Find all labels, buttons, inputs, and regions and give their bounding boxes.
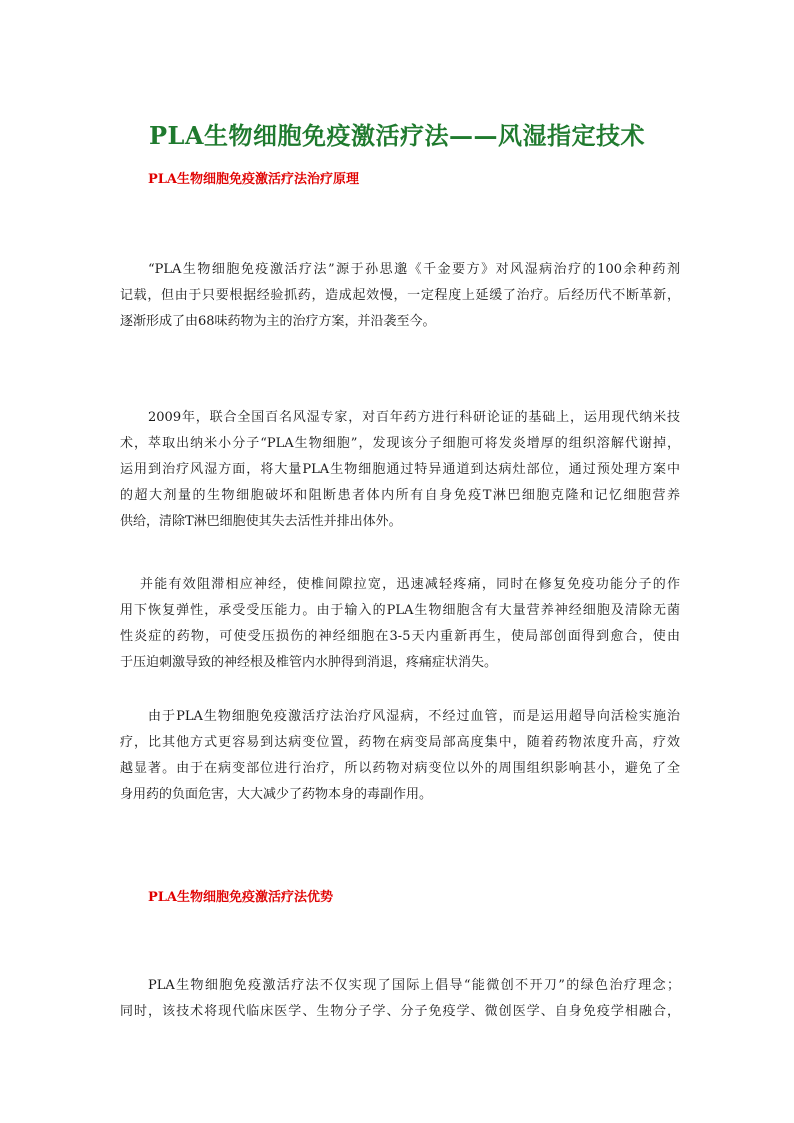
paragraph-line: 于压迫刺激导致的神经根及椎管内水肿得到消退，疼痛症状消失。 [120, 655, 498, 670]
paragraph-nerve [120, 572, 680, 676]
paragraph-research [120, 405, 680, 535]
paragraph-advantages [120, 973, 680, 1025]
paragraph-targeting [120, 704, 680, 808]
paragraph-line: 2009年，联合全国百名风湿专家，对百年药方进行科研论证的基础上，运用现代纳米技 [148, 410, 680, 425]
section-heading-principle: PLA生物细胞免疫激活疗法治疗原理 [148, 172, 360, 187]
page-title: PLA生物细胞免疫激活疗法——风湿指定技术 [148, 121, 646, 151]
paragraph-line: 术，萃取出纳米小分子“PLA生物细胞”，发现该分子细胞可将发炎增厚的组织溶解代谢掉， [120, 436, 680, 451]
paragraph-line: 由于PLA生物细胞免疫激活疗法治疗风湿病，不经过血管，而是运用超导向活检实施治 [148, 709, 680, 724]
paragraph-line: 身用药的负面危害，大大减少了药物本身的毒副作用。 [120, 787, 433, 802]
paragraph-line: 的超大剂量的生物细胞破坏和阻断患者体内所有自身免疫T淋巴细胞克隆和记忆细胞营养 [120, 488, 680, 503]
paragraph-line: PLA生物细胞免疫激活疗法不仅实现了国际上倡导“能微创不开刀”的绿色治疗理念； [148, 978, 680, 993]
paragraph-line: 运用到治疗风湿方面，将大量PLA生物细胞通过特异通道到达病灶部位，通过预处理方案中 [120, 462, 680, 477]
paragraph-line: 并能有效阻滞相应神经，使椎间隙拉宽，迅速减轻疼痛，同时在修复免疫功能分子的作 [140, 577, 680, 592]
paragraph-origin [120, 257, 680, 335]
paragraph-line: 同时，该技术将现代临床医学、生物分子学、分子免疫学、微创医学、自身免疫学相融合， [120, 1004, 680, 1019]
paragraph-line: 疗，比其他方式更容易到达病变位置，药物在病变局部高度集中，随着药物浓度升高，疗效 [120, 735, 680, 750]
section-heading-advantages: PLA生物细胞免疫激活疗法优势 [148, 890, 334, 905]
paragraph-line: 记载，但由于只要根据经验抓药，造成起效慢，一定程度上延缓了治疗。后经历代不断革新， [120, 288, 680, 303]
paragraph-line: 供给，清除T淋巴细胞使其失去活性并排出体外。 [120, 514, 402, 529]
paragraph-line: 越显著。由于在病变部位进行治疗，所以药物对病变位以外的周围组织影响甚小，避免了全 [120, 761, 680, 776]
paragraph-line: 用下恢复弹性，承受受压能力。由于输入的PLA生物细胞含有大量营养神经细胞及清除无菌 [120, 603, 680, 618]
paragraph-line: “PLA生物细胞免疫激活疗法”源于孙思邈《千金要方》对风湿病治疗的100余种药剂 [148, 262, 680, 277]
paragraph-line: 性炎症的药物，可使受压损伤的神经细胞在3-5天内重新再生，使局部创面得到愈合，使由 [120, 629, 680, 644]
paragraph-line: 逐渐形成了由68味药物为主的治疗方案，并沿袭至今。 [120, 314, 436, 329]
